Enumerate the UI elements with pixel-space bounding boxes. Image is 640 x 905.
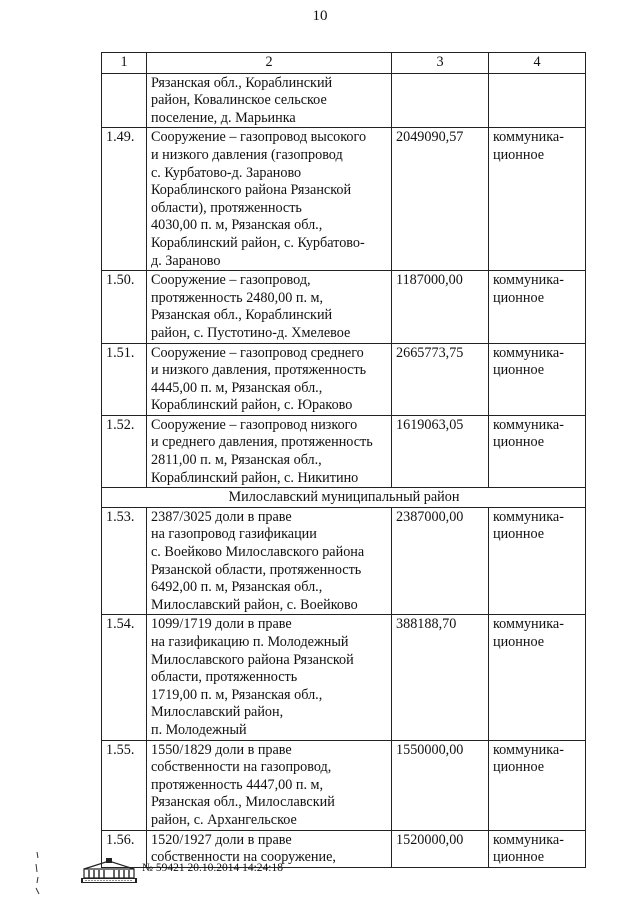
header-col-4: 4 bbox=[489, 53, 586, 74]
row-value: 388188,70 bbox=[392, 615, 489, 740]
row-type: коммуника- ционное bbox=[489, 615, 586, 740]
table-header-row bbox=[102, 53, 586, 74]
row-description: Сооружение – газопровод низкого и среднего давления, протяженность 2811,00 п. м, Рязанская обл., Кораблинский район, с. Никитино bbox=[147, 415, 392, 487]
table-row bbox=[102, 615, 586, 740]
row-number: 1.56. bbox=[102, 830, 147, 867]
row-value: 2387000,00 bbox=[392, 507, 489, 615]
document-stamp bbox=[80, 858, 283, 884]
row-description: Рязанская обл., Кораблинский район, Ковалинское сельское поселение, д. Марьинка bbox=[147, 73, 392, 128]
row-type bbox=[489, 73, 586, 128]
row-number: 1.53. bbox=[102, 507, 147, 615]
table-row bbox=[102, 740, 586, 830]
table-body bbox=[102, 73, 586, 867]
table-row bbox=[102, 415, 586, 487]
row-description: Сооружение – газопровод среднего и низкого давления, протяженность 4445,00 п. м, Рязанская обл., Кораблинский район, с. Юраково bbox=[147, 343, 392, 415]
row-number: 1.54. bbox=[102, 615, 147, 740]
building-logo-icon bbox=[80, 858, 138, 884]
row-description: Сооружение – газопровод, протяженность 2480,00 п. м, Рязанская обл., Кораблинский район, с. Пустотино-д. Хмелевое bbox=[147, 271, 392, 343]
row-number: 1.52. bbox=[102, 415, 147, 487]
header-col-2: 2 bbox=[147, 53, 392, 74]
table-row bbox=[102, 128, 586, 271]
row-number: 1.50. bbox=[102, 271, 147, 343]
row-number bbox=[102, 73, 147, 128]
row-description: 1550/1829 доли в праве собственности на газопровод, протяженность 4447,00 п. м, Рязанская обл., Милославский район, с. Архангельское bbox=[147, 740, 392, 830]
row-value: 2665773,75 bbox=[392, 343, 489, 415]
table-row bbox=[102, 343, 586, 415]
row-value bbox=[392, 73, 489, 128]
section-row bbox=[102, 488, 586, 508]
table-row bbox=[102, 507, 586, 615]
row-description: 1520/1927 доли в праве собственности на сооружение, bbox=[147, 830, 392, 867]
row-type: коммуника- ционное bbox=[489, 830, 586, 867]
page-number: 10 bbox=[312, 8, 328, 24]
row-value: 1187000,00 bbox=[392, 271, 489, 343]
section-title: Милославский муниципальный район bbox=[102, 488, 586, 508]
row-description: 2387/3025 доли в праве на газопровод газификации с. Воейково Милославского района Рязанской области, протяженность 6492,00 п. м, Рязанская обл., Милославский район, с. Воейково bbox=[147, 507, 392, 615]
row-number: 1.49. bbox=[102, 128, 147, 271]
header-col-1: 1 bbox=[102, 53, 147, 74]
row-number: 1.51. bbox=[102, 343, 147, 415]
property-table bbox=[101, 52, 586, 868]
row-value: 1520000,00 bbox=[392, 830, 489, 867]
margin-marks bbox=[33, 850, 43, 896]
row-type: коммуника- ционное bbox=[489, 415, 586, 487]
row-type: коммуника- ционное bbox=[489, 740, 586, 830]
row-description: 1099/1719 доли в праве на газификацию п. Молодежный Милославского района Рязанской области, протяженность 1719,00 п. м, Рязанская обл., Милославский район, п. Молодежный bbox=[147, 615, 392, 740]
row-type: коммуника- ционное bbox=[489, 128, 586, 271]
table-row bbox=[102, 73, 586, 128]
row-type: коммуника- ционное bbox=[489, 507, 586, 615]
stamp-text: № 59421 20.10.2014 14:24:18 bbox=[142, 862, 283, 874]
row-number: 1.55. bbox=[102, 740, 147, 830]
row-description: Сооружение – газопровод высокого и низкого давления (газопровод с. Курбатово-д. Зараново Кораблинского района Рязанской области), протяженность 4030,00 п. м, Рязанская обл., Кораблинский район, с. Курбатово- д. Зараново bbox=[147, 128, 392, 271]
row-type: коммуника- ционное bbox=[489, 271, 586, 343]
table-row bbox=[102, 271, 586, 343]
row-value: 1619063,05 bbox=[392, 415, 489, 487]
row-type: коммуника- ционное bbox=[489, 343, 586, 415]
row-value: 1550000,00 bbox=[392, 740, 489, 830]
header-col-3: 3 bbox=[392, 53, 489, 74]
row-value: 2049090,57 bbox=[392, 128, 489, 271]
